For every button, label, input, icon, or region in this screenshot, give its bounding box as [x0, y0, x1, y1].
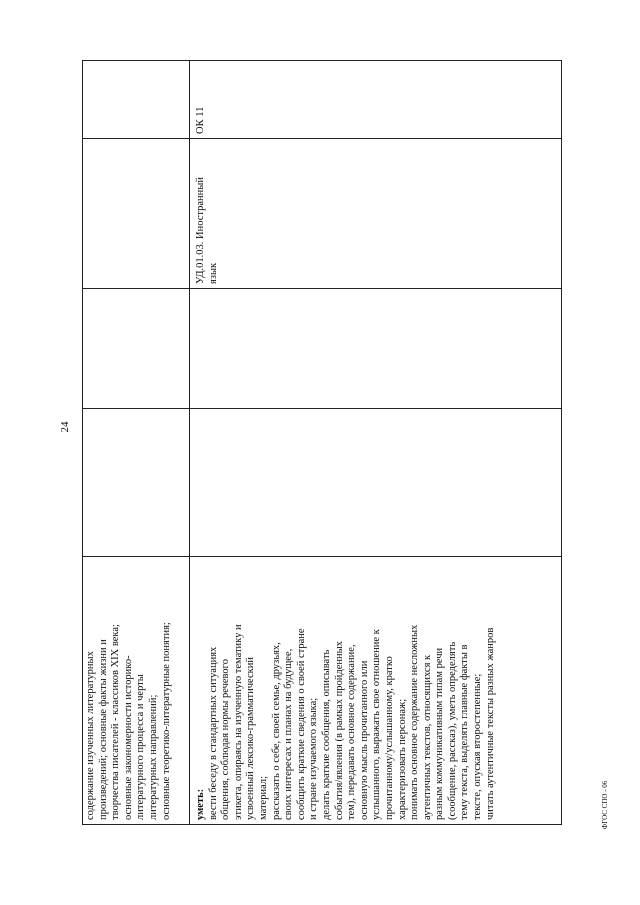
row2-line: усвоенный лексико-грамматический [245, 657, 257, 820]
row1-line: содержание изученных литературных [85, 651, 96, 820]
discipline-name: язык [207, 262, 219, 284]
row1-line: творчества писателей - классиков XIX века; [110, 624, 122, 820]
row2-line: услышанного, выражать свое отношение к [371, 629, 383, 820]
skills-heading: уметь: [195, 788, 206, 820]
row1-line: основные закономерности историко- [122, 655, 134, 820]
row2-line: аутентичных текстов, относящихся к [421, 654, 433, 820]
row2-line: этикета, опираясь на изученную тематику и [232, 624, 244, 820]
row2-line: основную мысль прочитанного или [358, 660, 370, 820]
column-divider-2 [82, 408, 562, 409]
row1-line: произведений; основные факты жизни и [97, 639, 109, 820]
row2-line: разным коммуникативным типам речи [434, 647, 446, 820]
row2-line: тему текста, выделять главные факты в [459, 644, 471, 820]
discipline-name: УД.01.03. Иностранный [195, 177, 206, 284]
row2-line: понимать основное содержание несложных [409, 624, 421, 820]
row2-content-cell [192, 557, 562, 825]
row2-line: сообщить краткие сведения о своей стране [295, 628, 307, 820]
row2-line: общения, соблюдая нормы речевого [220, 659, 232, 820]
competence-code: ОК 11 [195, 106, 206, 134]
row1-line: литературного процесса и черты [135, 674, 147, 820]
row2-line: события/явления (в рамках пройденных [333, 641, 345, 820]
row2-line: рассказать о себе, своей семье, друзьях, [270, 642, 282, 820]
row2-line: вести беседу в стандартных ситуациях [207, 646, 219, 820]
row1-line: основные теоретико-литературные понятия; [160, 622, 172, 820]
footer-code: ФГОС СПО - 06 [601, 780, 609, 830]
column-divider-4 [82, 138, 562, 139]
requirements-table [82, 60, 562, 825]
row-divider [189, 60, 190, 825]
row2-line: делать краткие сообщения, описывать [320, 649, 332, 820]
discipline-cell [192, 139, 282, 289]
row1-content-cell [82, 557, 189, 825]
page-number: 24 [59, 421, 71, 433]
column-divider-3 [82, 288, 562, 289]
row2-line: (сообщение, рассказ), уметь определять [446, 641, 458, 820]
row2-line: своих интересах и планах на будущее, [283, 648, 295, 820]
row2-line: материал; [257, 776, 269, 820]
row2-line: характеризовать персонаж; [396, 698, 408, 820]
row2-line: тем), передавать основное содержание, [346, 644, 358, 820]
row1-line: литературных направлений; [147, 694, 159, 820]
row2-line: тексте, опуская второстепенные; [472, 673, 484, 820]
row2-line: и стране изучаемого языка; [308, 697, 320, 820]
competence-cell [192, 60, 232, 139]
row2-line: читать аутентичные тексты разных жанров [484, 627, 496, 820]
row2-line: прочитанному/услышанному, кратко [383, 656, 395, 820]
